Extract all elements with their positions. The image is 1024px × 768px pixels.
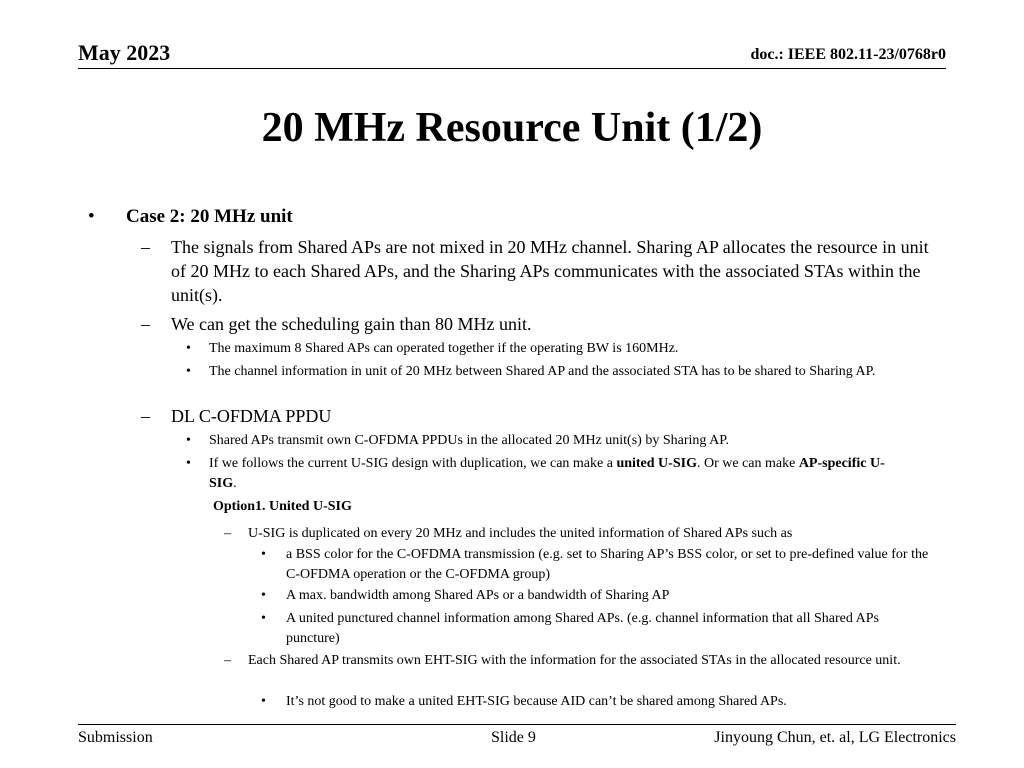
footer-authors: Jinyoung Chun, et. al, LG Electronics <box>714 729 956 746</box>
bullet-icon: • <box>261 694 266 709</box>
bullet-icon: • <box>261 547 266 562</box>
dash-icon: – <box>224 653 231 668</box>
footer-slide-number: Slide 9 <box>491 729 536 746</box>
united-u-sig-term: united U-SIG <box>616 456 697 471</box>
u-sig-text-mid: . Or we can make <box>696 456 799 471</box>
option-heading: Option1. United U-SIG <box>213 499 352 514</box>
ap-specific-u-sig-term: AP-specific U-SIG <box>209 456 885 491</box>
item-u-sig-duplicated: U-SIG is duplicated on every 20 MHz and includes the united information of Shared APs such as <box>248 526 793 541</box>
item-own-eht-sig: Each Shared AP transmits own EHT-SIG with the information for the associated STAs in the allocated resource unit. <box>248 653 901 668</box>
u-sig-text-pre: If we follows the current U-SIG design with duplication, we can make a <box>209 456 617 471</box>
bullet-icon: • <box>186 364 191 379</box>
item-dl-c-ofdma: DL C-OFDMA PPDU <box>171 406 332 426</box>
item-max-bandwidth: A max. bandwidth among Shared APs or a bandwidth of Sharing AP <box>286 588 670 603</box>
footer-submission: Submission <box>78 729 153 746</box>
bullet-icon: • <box>186 456 191 471</box>
case-heading: Case 2: 20 MHz unit <box>126 206 293 227</box>
header-date: May 2023 <box>78 40 171 65</box>
header-divider <box>78 68 946 69</box>
item-channel-information: The channel information in unit of 20 MHz between Shared AP and the associated STA has to be shared to Sharing AP. <box>209 364 876 379</box>
header-doc-number: doc.: IEEE 802.11-23/0768r0 <box>750 46 946 63</box>
item-max-shared-aps: The maximum 8 Shared APs can operated together if the operating BW is 160MHz. <box>209 341 679 356</box>
u-sig-text-post: . <box>233 476 237 491</box>
item-shared-ap-signals: The signals from Shared APs are not mixed in 20 MHz channel. Sharing AP allocates the resource in unit of 20 MHz to each Shared APs, and the Sharing APs communicates with the associated STAs within the unit(s). <box>171 237 929 305</box>
slide-title: 20 MHz Resource Unit (1/2) <box>261 105 763 151</box>
item-united-eht-sig: It’s not good to make a united EHT-SIG because AID can’t be shared among Shared APs. <box>286 694 787 709</box>
dash-icon: – <box>224 526 231 541</box>
bullet-icon: • <box>186 433 191 448</box>
item-punctured-channel: A united punctured channel information among Shared APs. (e.g. channel information that all Shared APs puncture) <box>286 611 879 646</box>
bullet-icon: • <box>88 206 95 227</box>
dash-icon: – <box>141 406 150 426</box>
dash-icon: – <box>141 237 150 257</box>
item-bss-color: a BSS color for the C-OFDMA transmission (e.g. set to Sharing AP’s BSS color, or set to pre-defined value for the C-OFDMA operation or the C-OFDMA group) <box>286 547 929 582</box>
bullet-icon: • <box>261 588 266 603</box>
item-transmit-ppdus: Shared APs transmit own C-OFDMA PPDUs in the allocated 20 MHz unit(s) by Sharing AP. <box>209 433 729 448</box>
footer-divider <box>78 724 956 725</box>
item-u-sig-design <box>209 454 909 494</box>
item-scheduling-gain: We can get the scheduling gain than 80 MHz unit. <box>171 314 532 334</box>
bullet-icon: • <box>261 611 266 626</box>
dash-icon: – <box>141 314 150 334</box>
bullet-icon: • <box>186 341 191 356</box>
